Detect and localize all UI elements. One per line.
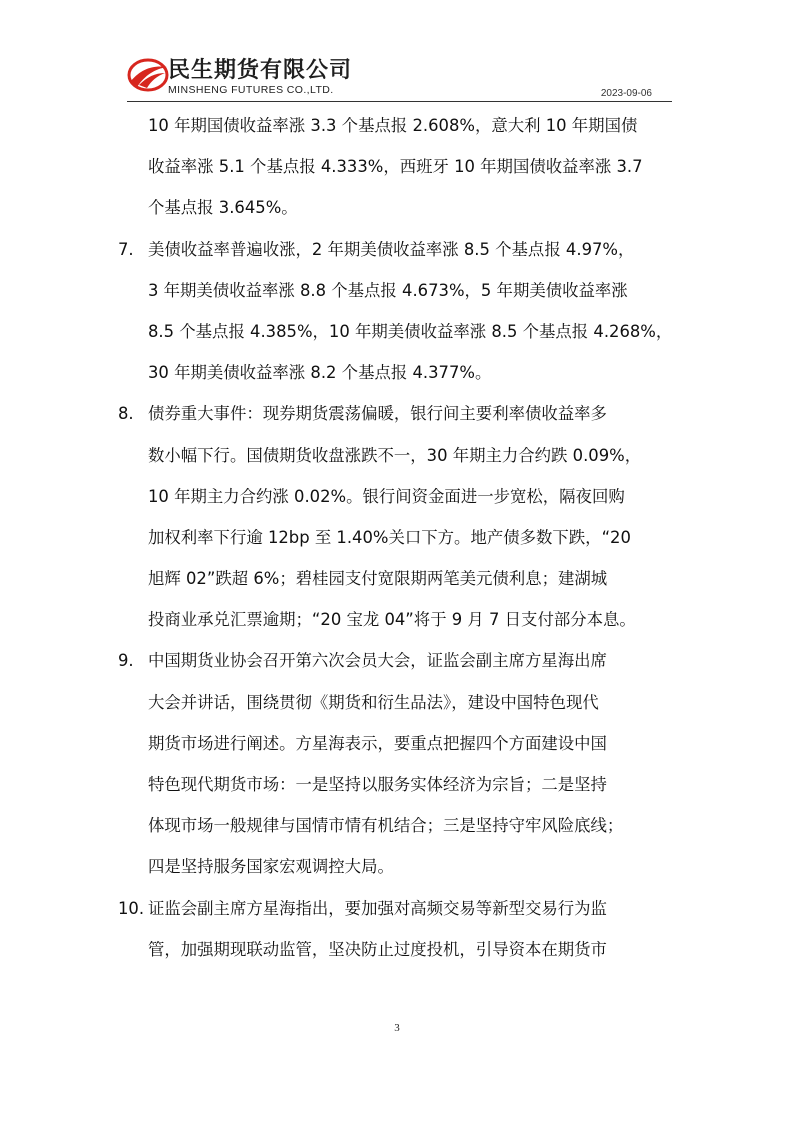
- text-line: 期货市场进行阐述。方星海表示，要重点把握四个方面建设中国: [148, 733, 607, 753]
- text-line: 加权利率下行逾 12bp 至 1.40%关口下方。地产债多数下跌，“20: [148, 527, 631, 547]
- text-line: 3 年期美债收益率涨 8.8 个基点报 4.673%，5 年期美债收益率涨: [148, 280, 628, 300]
- text-line: 管，加强期现联动监管，坚决防止过度投机，引导资本在期货市: [148, 939, 607, 959]
- company-name-cn: 民生期货有限公司: [168, 58, 353, 83]
- item-number: 8.: [118, 404, 134, 424]
- text-line: 四是坚持服务国家宏观调控大局。: [148, 857, 394, 877]
- text-line: 美债收益率普遍收涨，2 年期美债收益率涨 8.5 个基点报 4.97%，: [148, 239, 635, 259]
- text-line: 个基点报 3.645%。: [148, 198, 298, 218]
- list-item-8: [116, 393, 676, 640]
- text-line: 数小幅下行。国债期货收盘涨跌不一，30 年期主力合约跌 0.09%，: [148, 445, 642, 465]
- list-item-9: [116, 640, 676, 887]
- item-text: [148, 393, 676, 640]
- page-header: [127, 52, 672, 102]
- minsheng-logo-icon: [127, 57, 169, 93]
- text-line: 旭辉 02”跌超 6%；碧桂园支付宽限期两笔美元债利息；建湖城: [148, 569, 608, 589]
- item-text: [148, 640, 676, 887]
- page-number: 3: [394, 1022, 400, 1034]
- item-number: 10.: [118, 898, 145, 918]
- text-line: 8.5 个基点报 4.385%，10 年期美债收益率涨 8.5 个基点报 4.268%，: [148, 321, 673, 341]
- continuation-paragraph: [116, 105, 676, 229]
- list-item-7: [116, 229, 676, 394]
- text-line: 收益率涨 5.1 个基点报 4.333%，西班牙 10 年期国债收益率涨 3.7: [148, 157, 643, 177]
- text-line: 体现市场一般规律与国情市情有机结合；三是坚持守牢风险底线；: [148, 816, 624, 836]
- document-body: [116, 105, 676, 970]
- text-line: 大会并讲话，围绕贯彻《期货和衍生品法》，建设中国特色现代: [148, 692, 599, 712]
- header-divider: [127, 101, 672, 102]
- item-number: 9.: [118, 651, 134, 671]
- company-name-en: MINSHENG FUTURES CO.,LTD.: [168, 84, 334, 96]
- text-line: 中国期货业协会召开第六次会员大会，证监会副主席方星海出席: [148, 651, 607, 671]
- text-line: 证监会副主席方星海指出，要加强对高频交易等新型交易行为监: [148, 898, 607, 918]
- text-line: 10 年期主力合约涨 0.02%。银行间资金面进一步宽松，隔夜回购: [148, 486, 625, 506]
- text-line: 10 年期国债收益率涨 3.3 个基点报 2.608%，意大利 10 年期国债: [148, 116, 638, 135]
- item-text: [148, 229, 676, 394]
- text-line: 特色现代期货市场：一是坚持以服务实体经济为宗旨；二是坚持: [148, 775, 607, 794]
- text-line: 30 年期美债收益率涨 8.2 个基点报 4.377%。: [148, 363, 492, 383]
- item-number: 7.: [118, 239, 134, 259]
- text-line: 投商业承兑汇票逾期；“20 宝龙 04”将于 9 月 7 日支付部分本息。: [148, 610, 636, 630]
- text-line: 债券重大事件：现券期货震荡偏暖，银行间主要利率债收益率多: [148, 404, 607, 424]
- item-text: [148, 888, 676, 970]
- report-date: 2023-09-06: [600, 88, 652, 99]
- list-item-10: [116, 888, 676, 970]
